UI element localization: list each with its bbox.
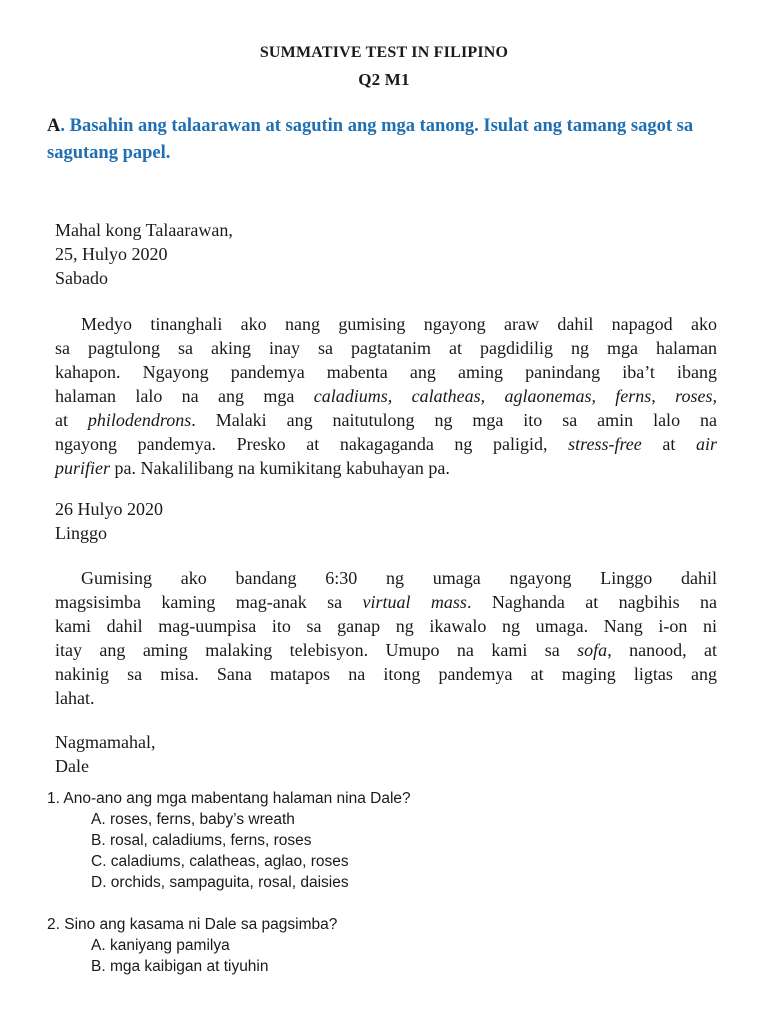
answer-choice[interactable]: B. mga kaibigan at tiyuhin — [91, 958, 269, 975]
answer-choice[interactable]: A. kaniyang pamilya — [91, 937, 230, 954]
section-letter: A — [47, 116, 61, 136]
paragraph-line: magsisimba kaming mag-anak sa virtual mass. Naghanda at nagbihis na — [55, 592, 717, 612]
paragraph-line: Medyo tinanghali ako nang gumising ngayong araw dahil napagod ako — [81, 314, 717, 334]
paragraph-line: nakinig sa misa. Sana matapos na itong pandemya at maging ligtas ang — [55, 664, 717, 684]
paragraph-line: at philodendrons. Malaki ang naitutulong ng mga ito sa amin lalo na — [55, 410, 717, 430]
paragraph-line: itay ang aming malaking telebisyon. Umupo na kami sa sofa, nanood, at — [55, 640, 717, 660]
question-stem: 1. Ano-ano ang mga mabentang halaman nina Dale? — [47, 790, 411, 807]
entry2-paragraph — [55, 566, 717, 710]
paragraph-line: Gumising ako bandang 6:30 ng umaga ngayong Linggo dahil — [81, 568, 717, 588]
closing: Nagmamahal, — [55, 732, 156, 752]
entry2-day: Linggo — [55, 523, 107, 543]
question-2 — [47, 914, 727, 977]
entry1-date: 25, Hulyo 2020 — [55, 244, 168, 264]
paragraph-line: kahapon. Ngayong pandemya mabenta ang aming panindang iba’t ibang — [55, 362, 717, 382]
diary-closing — [55, 730, 717, 778]
entry2-date: 26 Hulyo 2020 — [55, 499, 163, 519]
paragraph-line: sa pagtulong sa aking inay sa pagtatanim at pagdidilig ng mga halaman — [55, 338, 717, 358]
salutation: Mahal kong Talaarawan, — [55, 220, 233, 240]
answer-choice[interactable]: C. caladiums, calatheas, aglao, roses — [91, 853, 349, 870]
instruction-body: . Basahin ang talaarawan at sagutin ang mga tanong. Isulat ang tamang sagot sa sagutang papel. — [47, 116, 694, 163]
test-title: SUMMATIVE TEST IN FILIPINO — [259, 44, 509, 61]
signature: Dale — [55, 756, 89, 776]
quarter-module-code: Q2 M1 — [358, 70, 410, 89]
answer-choice[interactable]: A. roses, ferns, baby’s wreath — [91, 811, 295, 828]
paragraph-line: kami dahil mag-uumpisa ito sa ganap ng ikawalo ng umaga. Nang i-on ni — [55, 616, 717, 636]
answer-choice[interactable]: D. orchids, sampaguita, rosal, daisies — [91, 874, 349, 891]
answer-choice[interactable]: B. rosal, caladiums, ferns, roses — [91, 832, 312, 849]
question-1 — [47, 788, 727, 893]
entry2-heading — [55, 497, 717, 545]
paragraph-line: purifier pa. Nakalilibang na kumikitang kabuhayan pa. — [55, 458, 450, 478]
paragraph-line: lahat. — [55, 688, 95, 708]
entry1-day: Sabado — [55, 268, 108, 288]
instruction-text — [47, 113, 727, 167]
diary-heading — [55, 218, 717, 290]
entry1-paragraph — [55, 312, 717, 480]
paragraph-line: halaman lalo na ang mga caladiums, calatheas, aglaonemas, ferns, roses, — [55, 386, 718, 406]
question-stem: 2. Sino ang kasama ni Dale sa pagsimba? — [47, 916, 338, 933]
paragraph-line: ngayong pandemya. Presko at nakagaganda ng paligid, stress-free at air — [55, 434, 717, 454]
